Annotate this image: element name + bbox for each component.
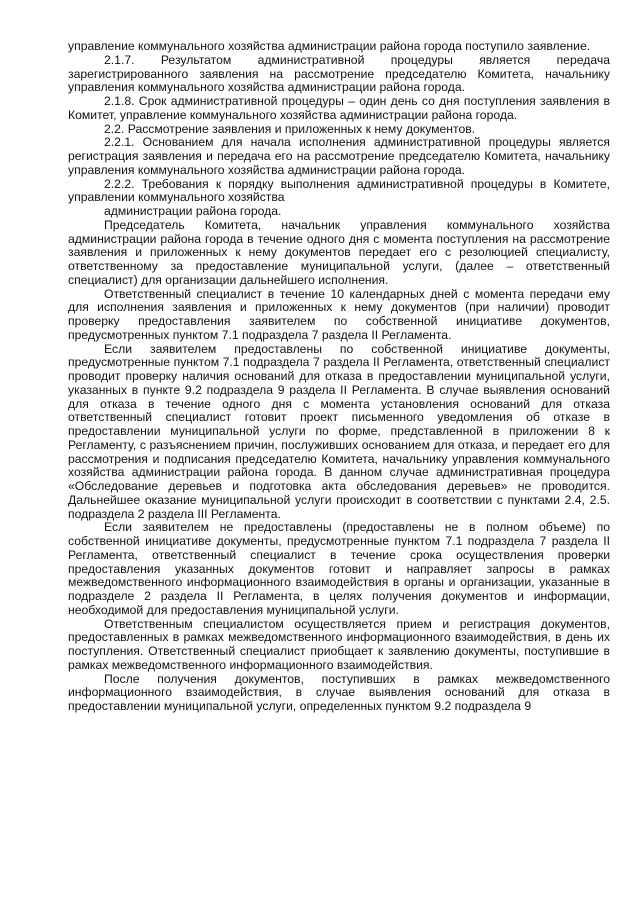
paragraph-documents-not-provided: Если заявителем не предоставлены (предоставлены не в полном объеме) по собственной инициативе документы, предусмотренные пунктом 7.1 подраздела 7 раздела II Регламента, ответственный специалист в течение срока осуществления проверки предоставления указанных документов готовит и направляет запросы в рамках межведомственного информационного взаимодействия в органы и организации, указанные в подразделе 2 раздела II Регламента, в целях получения документов и информации, необходимой для предоставления муниципальной услуги. bbox=[68, 520, 610, 617]
paragraph-2-2-1: 2.2.1. Основанием для начала исполнения административной процедуры является регистрация заявления и передача его на рассмотрение председателю Комитета, начальнику управления коммунального хозяйства администрации района города. bbox=[68, 135, 610, 177]
paragraph-2-1-7: 2.1.7. Результатом административной процедуры является передача зарегистрированного заявления на рассмотрение председателю Комитета, начальнику управления коммунального хозяйства администрации района города. bbox=[68, 52, 610, 95]
paragraph-2-2-2: 2.2.2. Требования к порядку выполнения административной процедуры в Комитете, управлении коммунального хозяйства bbox=[68, 176, 610, 205]
paragraph-responsible-specialist: Ответственный специалист в течение 10 календарных дней с момента передачи ему для исполнения заявления и приложенных к нему документов (при наличии) проводит проверку предоставления заявителем по собственной инициативе документов, предусмотренных пунктом 7.1 подраздела 7 раздела II Регламента. bbox=[68, 286, 610, 342]
document-page bbox=[68, 40, 610, 714]
paragraph-interagency-registration: Ответственным специалистом осуществляется прием и регистрация документов, предоставленных в рамках межведомственного информационного взаимодействия, в день их поступления. Ответственный специалист приобщает к заявлению документы, поступившие в рамках межведомственного информационного взаимодействия. bbox=[68, 616, 610, 672]
paragraph-2-1-8: 2.1.8. Срок административной процедуры – один день со дня поступления заявления в Комитет, управление коммунального хозяйства администрации района города. bbox=[68, 94, 610, 122]
paragraph-continuation: управление коммунального хозяйства администрации района города поступило заявление. bbox=[68, 39, 591, 53]
paragraph-2-2-2-continuation: администрации района города. bbox=[104, 204, 282, 218]
paragraph-documents-provided: Если заявителем предоставлены по собственной инициативе документы, предусмотренные пунктом 7.1 подраздела 7 раздела II Регламента, ответственный специалист проводит проверку наличия оснований для отказа в предоставлении муниципальной услуги, указанных в пункте 9.2 подраздела 9 раздела II Регламента. В случае выявления оснований для отказа в течение одного дня с момента установления оснований для отказа ответственный специалист готовит проект письменного уведомления об отказе в предоставлении муниципальной услуги по форме, представленной в приложении 8 к Регламенту, с разъяснением причин, послуживших основанием для отказа, и передает его для рассмотрения и подписания председателю Комитета, начальнику управления коммунального хозяйства администрации района города. В данном случае административная процедура «Обследование деревьев и подготовка акта обследования деревьев» не проводится. Дальнейшее оказание муниципальной услуги происходит в соответствии с пунктами 2.4, 2.5. подраздела 2 раздела III Регламента. bbox=[68, 341, 610, 521]
paragraph-after-receipt: После получения документов, поступивших в рамках межведомственного информационного взаимодействия, в случае выявления оснований для отказа в предоставлении муниципальной услуги, определенных пунктом 9.2 подраздела 9 bbox=[68, 671, 610, 713]
paragraph-2-2-heading: 2.2. Рассмотрение заявления и приложенных к нему документов. bbox=[104, 121, 476, 136]
paragraph-chairman: Председатель Комитета, начальник управления коммунального хозяйства администрации района города в течение одного дня с момента поступления на рассмотрение заявления и приложенных к нему документов передает его с резолюцией специалисту, ответственному за предоставление муниципальной услуги, (далее – ответственный специалист) для организации дальнейшего исполнения. bbox=[68, 217, 610, 287]
